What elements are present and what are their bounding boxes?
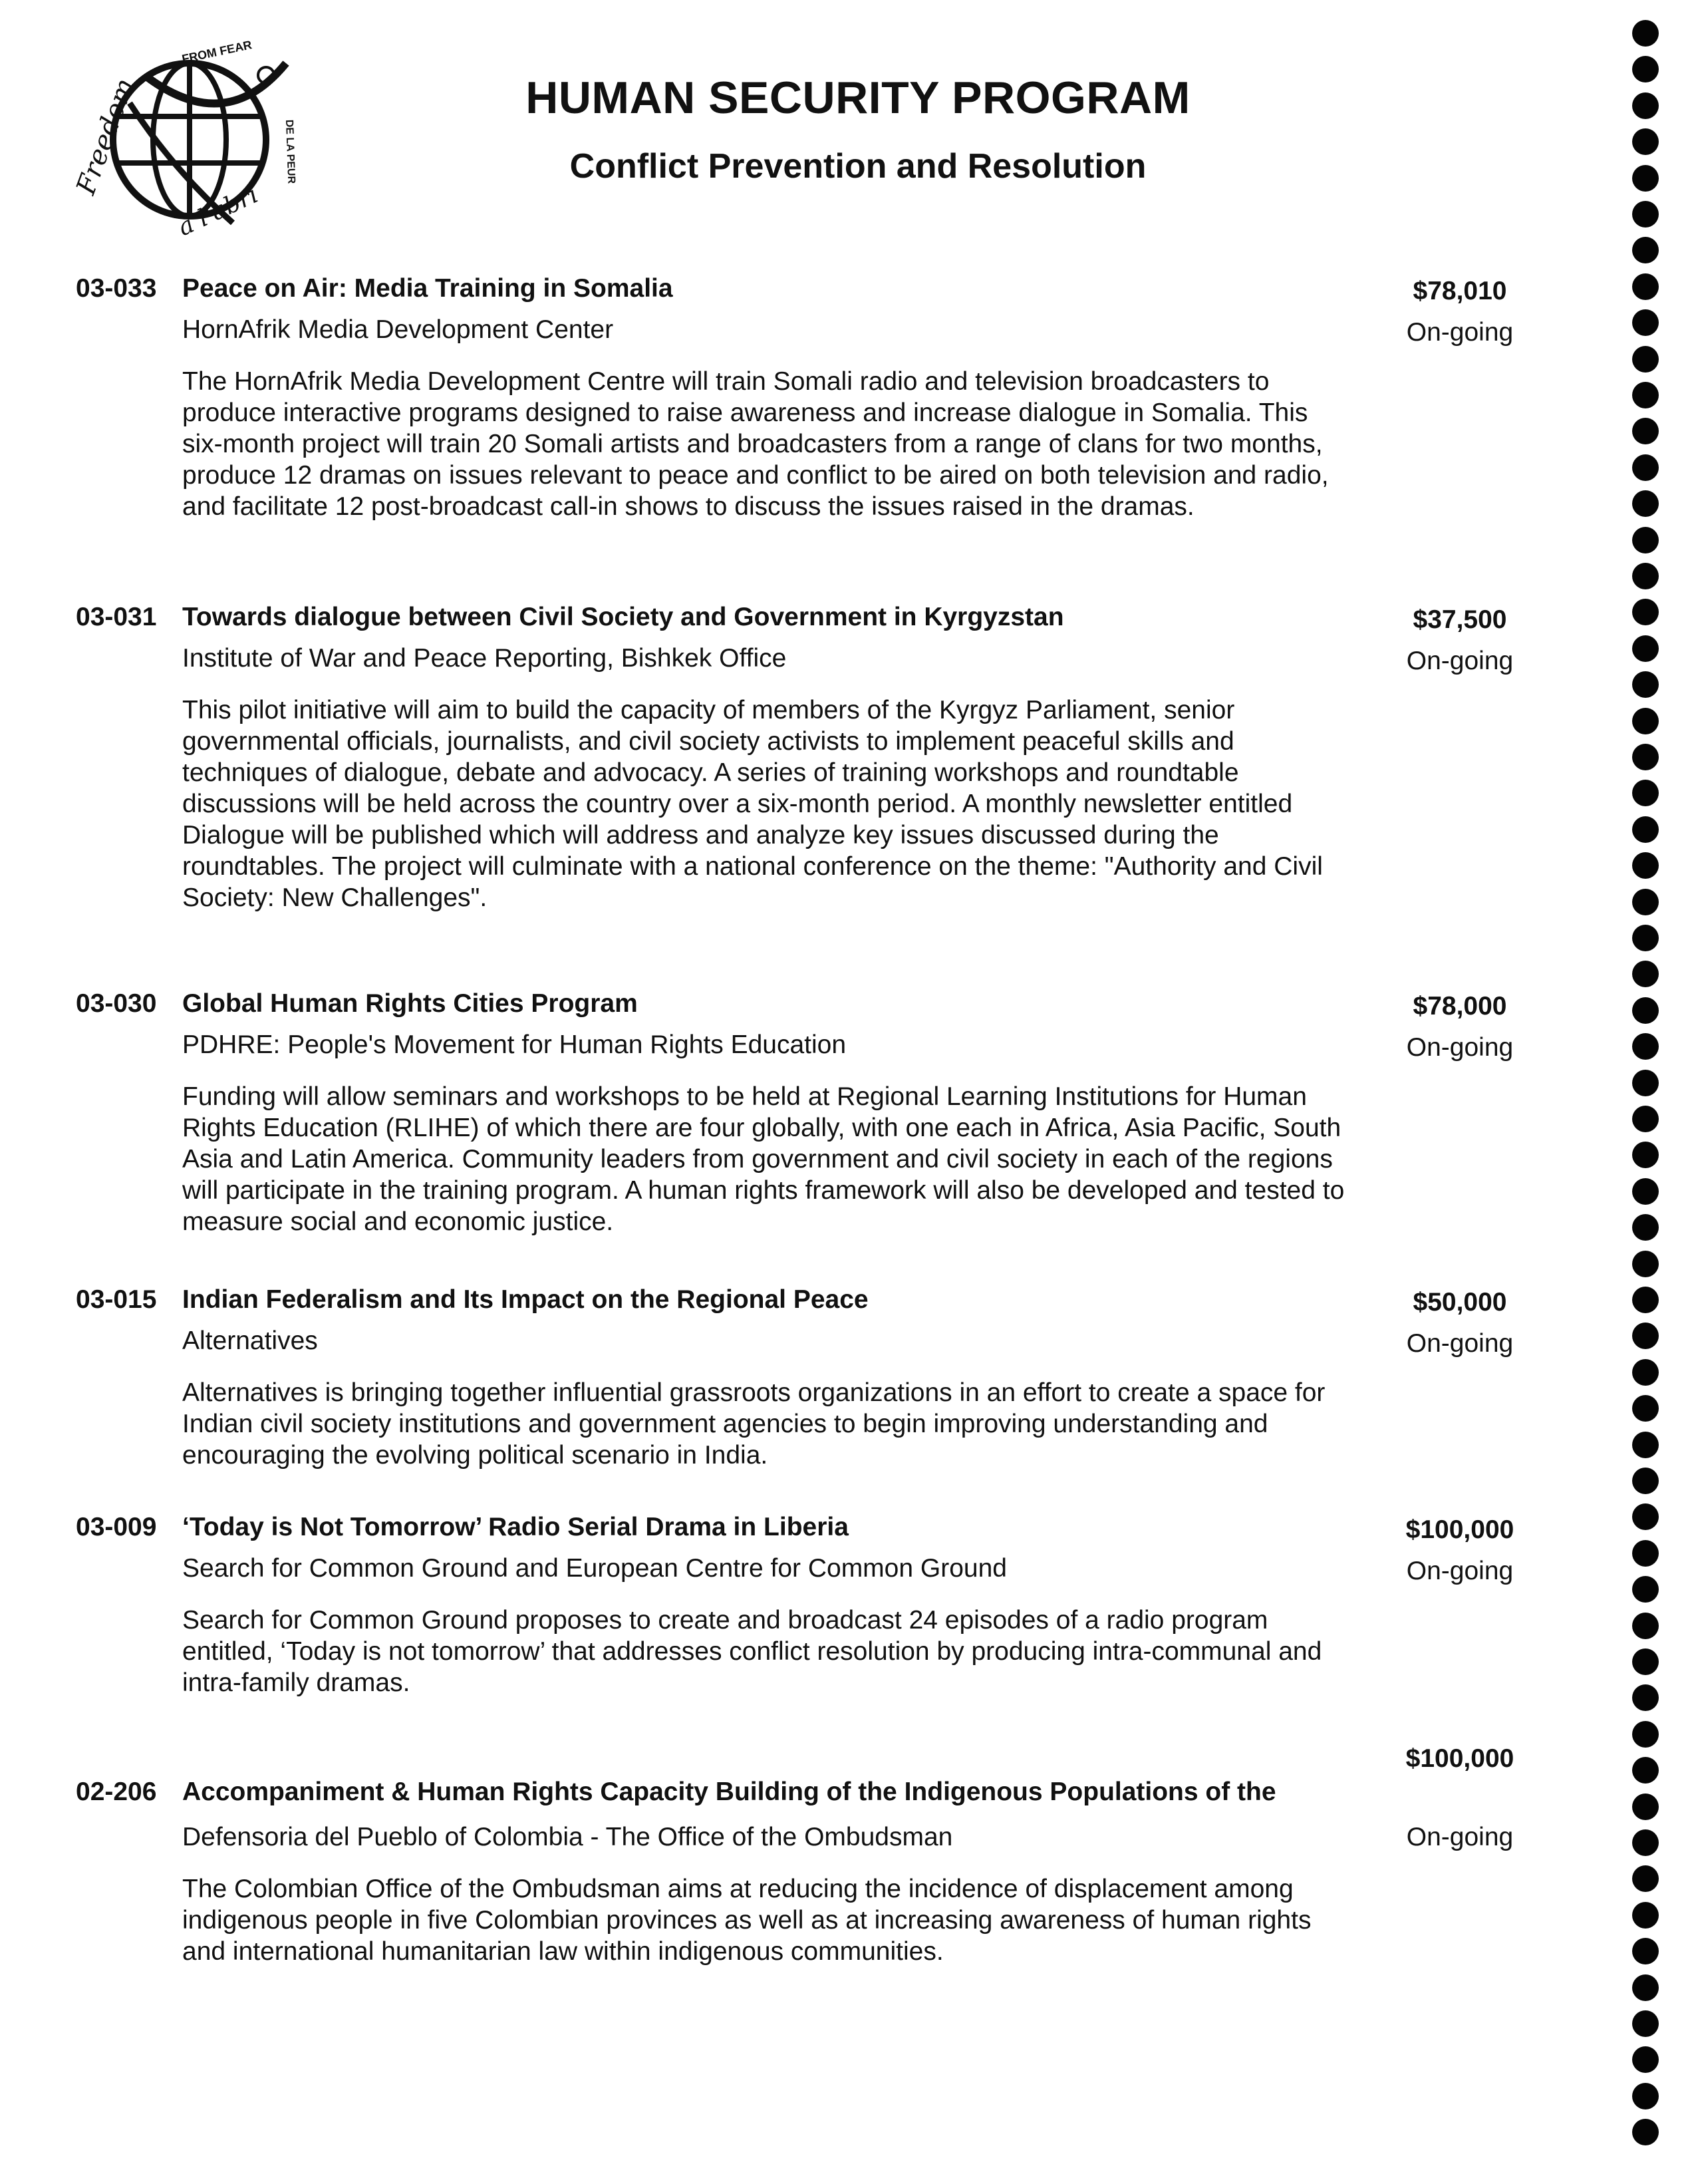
project-description: Funding will allow seminars and workshops to be held at Regional Learning Institutions for Human Rights Education (RLIHE) of which there are four globally, with one each in Africa, Asia Pacific, South Asia and Latin America. Community leaders from government and civil society in each of the regions will participate in the training program. A human rights framework will also be developed and tested to measure social and economic justice. (182, 1082, 1345, 1236)
punch-hole (1632, 1974, 1659, 2001)
punch-hole (1632, 382, 1659, 408)
punch-hole (1632, 997, 1659, 1024)
logo-text-from-fear: FROM FEAR (180, 38, 253, 66)
project-status: On-going (1406, 1557, 1514, 1585)
logo-text-a-labri: à l'abri (174, 181, 263, 242)
project-amount: $78,000 (1413, 992, 1507, 1020)
punch-hole (1632, 237, 1659, 263)
project-organization: Search for Common Ground and European Centre for Common Ground (182, 1554, 1007, 1583)
punch-hole (1632, 1648, 1659, 1675)
project-status: On-going (1406, 318, 1514, 347)
punch-hole (1632, 2119, 1659, 2145)
punch-hole (1632, 1794, 1659, 1820)
project-amount: $100,000 (1405, 1515, 1514, 1544)
punch-hole (1632, 1468, 1659, 1494)
punch-hole (1632, 1613, 1659, 1639)
punch-hole (1632, 635, 1659, 662)
project-status: On-going (1406, 1033, 1514, 1062)
project-organization: Defensoria del Pueblo of Colombia - The Office of the Ombudsman (182, 1823, 953, 1851)
project-code: 03-015 (76, 1285, 157, 1314)
project-code: 02-206 (76, 1778, 157, 1806)
punch-hole (1632, 309, 1659, 336)
punch-hole (1632, 1323, 1659, 1349)
punch-hole (1632, 1902, 1659, 1929)
project-description: The Colombian Office of the Ombudsman aims at reducing the incidence of displacement among indigenous people in five Colombian provinces as well as at increasing awareness of human rights and international humanitarian law within indigenous communities. (182, 1875, 1312, 1966)
punch-hole (1632, 201, 1659, 228)
project-status: On-going (1406, 1823, 1514, 1851)
punch-hole (1632, 889, 1659, 915)
logo-text-de-la-peur: DE LA PEUR (283, 119, 297, 184)
page-subtitle: Conflict Prevention and Resolution (569, 147, 1147, 186)
project-organization: Institute of War and Peace Reporting, Bishkek Office (182, 644, 787, 673)
punch-hole (1632, 1432, 1659, 1458)
punch-hole (1632, 1214, 1659, 1241)
punch-hole (1632, 599, 1659, 625)
punch-hole (1632, 1178, 1659, 1205)
punch-hole (1632, 563, 1659, 589)
project-description: The HornAfrik Media Development Centre will train Somali radio and television broadcasters to produce interactive programs designed to raise awareness and increase dialogue in Somalia. This six-month project will train 20 Somali artists and broadcasters from a range of clans for two months, produce 12 dramas on issues relevant to peace and conflict to be aired on both television and radio, and facilitate 12 post-broadcast call-in shows to discuss the issues raised in the dramas. (182, 367, 1329, 521)
project-amount: $37,500 (1413, 605, 1507, 634)
punch-hole (1632, 2046, 1659, 2073)
punch-hole (1632, 708, 1659, 734)
binding-holes (1628, 0, 1675, 2184)
punch-hole (1632, 925, 1659, 951)
punch-hole (1632, 961, 1659, 987)
punch-hole (1632, 1287, 1659, 1313)
punch-hole (1632, 1395, 1659, 1422)
punch-hole (1632, 490, 1659, 517)
project-status: On-going (1406, 647, 1514, 675)
punch-hole (1632, 780, 1659, 806)
logo-text-freedom: Freedom (70, 74, 141, 199)
project-organization: Alternatives (182, 1326, 318, 1355)
punch-hole (1632, 1757, 1659, 1784)
punch-hole (1632, 20, 1659, 47)
project-title: Global Human Rights Cities Program (182, 989, 638, 1018)
project-amount: $100,000 (1405, 1744, 1514, 1773)
punch-hole (1632, 2010, 1659, 2037)
punch-hole (1632, 92, 1659, 119)
punch-hole (1632, 1033, 1659, 1060)
project-amount: $50,000 (1413, 1288, 1507, 1317)
punch-hole (1632, 1865, 1659, 1892)
project-description: This pilot initiative will aim to build the capacity of members of the Kyrgyz Parliament, senior governmental officials, journalists, and civil society activists to implement peaceful skills and techniques of dialogue, debate and advocacy. A series of training workshops and roundtable discussions will be held across the country over a six-month period. A monthly newsletter entitled Dialogue will be published which will address and analyze key issues discussed during the roundtables. The project will culminate with a national conference on the theme: "Authority and Civil Society: New Challenges". (182, 696, 1323, 912)
project-organization: PDHRE: People's Movement for Human Rights Education (182, 1030, 847, 1059)
punch-hole (1632, 816, 1659, 843)
page-title: HUMAN SECURITY PROGRAM (525, 73, 1191, 123)
punch-hole (1632, 744, 1659, 770)
punch-hole (1632, 454, 1659, 481)
punch-hole (1632, 1721, 1659, 1748)
punch-hole (1632, 1070, 1659, 1096)
punch-hole (1632, 527, 1659, 553)
punch-hole (1632, 852, 1659, 879)
punch-hole (1632, 1251, 1659, 1277)
punch-hole (1632, 128, 1659, 155)
project-title: Peace on Air: Media Training in Somalia (182, 274, 673, 303)
punch-hole (1632, 273, 1659, 300)
project-title: ‘Today is Not Tomorrow’ Radio Serial Drama in Liberia (182, 1513, 849, 1541)
punch-hole (1632, 1576, 1659, 1603)
punch-hole (1632, 56, 1659, 82)
punch-hole (1632, 1540, 1659, 1567)
project-organization: HornAfrik Media Development Center (182, 315, 614, 344)
punch-hole (1632, 671, 1659, 698)
project-title: Indian Federalism and Its Impact on the Regional Peace (182, 1285, 869, 1314)
punch-hole (1632, 1503, 1659, 1530)
project-code: 03-033 (76, 274, 157, 303)
punch-hole (1632, 1359, 1659, 1386)
project-description: Alternatives is bringing together influential grassroots organizations in an effort to create a space for Indian civil society institutions and government agencies to begin improving understanding and encouraging the evolving political scenario in India. (182, 1378, 1326, 1470)
project-title: Towards dialogue between Civil Society and Government in Kyrgyzstan (182, 603, 1064, 631)
project-title: Accompaniment & Human Rights Capacity Building of the Indigenous Populations of the (182, 1778, 1276, 1806)
punch-hole (1632, 2083, 1659, 2109)
punch-hole (1632, 165, 1659, 192)
project-amount: $78,010 (1413, 277, 1507, 305)
project-description: Search for Common Ground proposes to create and broadcast 24 episodes of a radio program entitled, ‘Today is not tomorrow’ that addresses conflict resolution by producing intra-communal and intra-family dramas. (182, 1606, 1322, 1697)
punch-hole (1632, 1106, 1659, 1132)
punch-hole (1632, 1684, 1659, 1711)
punch-hole (1632, 1142, 1659, 1168)
punch-hole (1632, 418, 1659, 444)
project-code: 03-030 (76, 989, 157, 1018)
punch-hole (1632, 1829, 1659, 1856)
project-code: 03-009 (76, 1513, 157, 1541)
punch-hole (1632, 1938, 1659, 1964)
project-status: On-going (1406, 1329, 1514, 1358)
punch-hole (1632, 346, 1659, 373)
project-code: 03-031 (76, 603, 157, 631)
freedom-from-fear-logo (67, 37, 313, 243)
